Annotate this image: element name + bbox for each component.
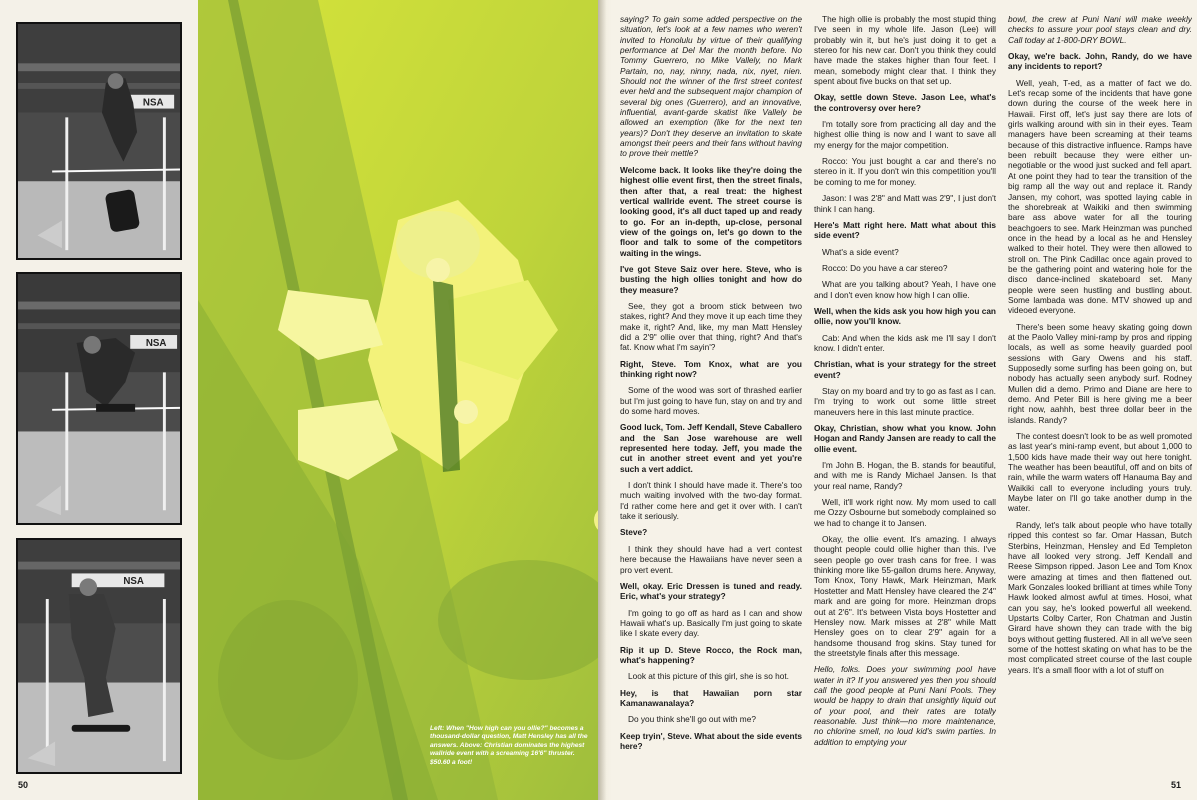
article-paragraph: Cab: And when the kids ask me I'll say I don't know. I didn't enter. xyxy=(814,332,996,353)
article-paragraph: What's a side event? xyxy=(822,246,899,257)
article-paragraph: The contest doesn't look to be as well promoted as last year's mini-ramp event, but about 1,000 to 1,500 kids have made their way out here tonight. The weather has been beautiful, off and on bits of rain, while the warm waters off Hanauma Bay and Waikiki call to everyone including yours truly. Maybe later on I'll go take another dump in the water. xyxy=(1008,431,1192,514)
article-paragraph: I'm totally sore from practicing all day and the highest ollie thing is now and I want to save all my energy for the major competition. xyxy=(814,119,996,150)
text-column-2 xyxy=(814,14,996,784)
nsa-banner-text: NSA xyxy=(142,97,164,109)
article-paragraph: Rocco: Do you have a car stereo? xyxy=(822,262,948,273)
interviewer-question: Here's Matt right here. Matt what about this side event? xyxy=(814,219,996,241)
article-paragraph: saying? To gain some added perspective on the situation, let's look at a few names who weren't invited to Honolulu by virtue of their qualifying performance at Del Mar the month before. No Tommy Guerrero, no Mike Vallely, no Mark Partain, no, nay, ninny, nada, nix, nyet, nien. Should not the winner of the first street contest ever held and the subsequent major champion of several big ones (Guerrero), and an innovative, influential, avant-garde skatist like Vallely be allowed an exemption (like for the next ten years)? Don't they deserve an invitation to skate amongst their peers and their fans without having to prove their mettle? xyxy=(620,14,802,159)
interviewer-question: Keep tryin', Steve. What about the side events here? xyxy=(620,730,802,751)
article-paragraph: Jason: I was 2'8" and Matt was 2'9", I just don't think I can hang. xyxy=(814,193,996,214)
interviewer-question: Rip it up D. Steve Rocco, the Rock man, what's happening? xyxy=(620,644,802,665)
article-paragraph: I'm John B. Hogan, the B. stands for beautiful, and with me is Randy Michael Jansen. Is that your real name, Randy? xyxy=(814,460,996,491)
interviewer-question: Well, okay. Eric Dressen is tuned and ready. Eric, what's your strategy? xyxy=(620,580,802,602)
text-column-1 xyxy=(620,14,802,784)
article-paragraph: Some of the wood was sort of thrashed earlier but I'm just going to have fun, stay on and try and do some hard moves. xyxy=(620,385,802,417)
article-paragraph: I'm going to go off as hard as I can and show Hawaii what's up. Basically I'm just going to skate like I skate every day. xyxy=(620,607,802,639)
interviewer-question: Okay, we're back. John, Randy, do we have any incidents to report? xyxy=(1008,51,1192,72)
article-paragraph: Well, yeah, T-ed, as a matter of fact we do. Let's recap some of the incidents that have gone down during the course of the week here in Hawaii. First off, let's just say there are lots of girls walking around with sin in their eyes. Team managers have been screaming at their teams because of this distractive influence. Ramps have been rebuilt because they were either un-negotiable or the wood just sucked and fell apart. At one point they had to tear the transition of the big ramp all the way out and replace it. Randy Jansen, my cohort, was spotted laying cable in the shorebreak at Waikiki and then swimming bare ass above water for all the touring beachgoers to see. Mark Heinzman was punched once in the head by a local as he and Hensley walked to their hotel. They were then allowed to stroll on. The Pink Cadillac once again proved to be the gathering point and watering hole for the disco dance-inclined skateboard set. Many people were seen hustling and bustling about. Some lambada was done. MTV showed up and videoed everyone. xyxy=(1008,77,1192,316)
interviewer-question: Good luck, Tom. Jeff Kendall, Steve Caballero and the San Jose warehouse are well represented here today. Jeff, you made the cut in another street event and yet you're such a vert addict. xyxy=(620,422,802,474)
nsa-banner-text: NSA xyxy=(145,337,167,349)
interviewer-question: Steve? xyxy=(620,527,648,538)
spine-gutter xyxy=(598,0,612,800)
interviewer-question: Well, when the kids ask you how high you can ollie, now you'll know. xyxy=(814,305,996,327)
photo-skater-ollie-middle xyxy=(16,272,182,525)
left-page xyxy=(0,0,200,800)
photo-skater-ollie-bottom xyxy=(16,538,182,774)
page-number-right: 51 xyxy=(1170,780,1181,790)
article-paragraph: What are you talking about? Yeah, I have one and I don't even know how high I can ollie. xyxy=(814,279,996,300)
right-page xyxy=(612,0,1197,800)
interviewer-question: Christian, what is your strategy for the street event? xyxy=(814,359,996,380)
article-paragraph: I don't think I should have made it. There's too much waiting involved with the two-day format. I'd rather come here and get it over with. I can't take it seriously. xyxy=(620,480,802,522)
nsa-banner-text: NSA xyxy=(123,576,144,588)
article-paragraph: Look at this picture of this girl, she is so hot. xyxy=(628,671,789,682)
interviewer-question: I've got Steve Saiz over here. Steve, who is busting the high ollies tonight and how do they measure? xyxy=(620,263,802,295)
article-paragraph: Well, it'll work right now. My mom used to call me Ozzy Osbourne but somebody complained so we had to change it to Jansen. xyxy=(814,497,996,528)
photo-wallride-hero xyxy=(198,0,600,800)
article-paragraph: Randy, let's talk about people who have totally ripped this contest so far. Omar Hassan, Butch Sterbins, Heinzman, Hensley and Ed Templeton have all looked very strong. Jeff Kendall and Reese Simpson ripped. Jason Lee and Tom Knox were amazing at times and then flattened out. Mark Gonzales looked brilliant at times while Tony Hawk looked almost awful at times. Hosoi, what can you say, he's looked powerful all weekend. Upstarts Colby Carter, Ron Chatman and Justin Girard have shown they can trade with the big boys without getting flustered. All in all we've seen some of the hottest skating on what has to be the most complicated street course of the last couple years. It's a small floor with a lot of stuff on xyxy=(1008,519,1192,675)
interviewer-question: Hey, is that Hawaiian porn star Kamanawanalaya? xyxy=(620,687,802,708)
interviewer-question: Okay, Christian, show what you know. John Hogan and Randy Jansen are ready to call the ollie event. xyxy=(814,423,996,454)
article-paragraph: The high ollie is probably the most stupid thing I've seen in my whole life. Jason (Lee) will probably win it, but he's just doing it to get a stereo for his new car. Don't you think they could have made the stakes higher than four feet. I mean, somebody might clear that. I think they spent about five bucks on that set up. xyxy=(814,14,996,87)
article-paragraph: Okay, the ollie event. It's amazing. I always thought people could ollie higher than this. I've seen people go over trash cans for free. I was thinking more like 55-gallon drums here. Anyway, Tom Knox, Tony Hawk, Mark Heinzman, Mark Hostetter and Matt Hensley have cleared the 2'4" mark and are going for more. Heinzman drops out at 2'6". It's between Vista boys Hostetter and Hensley now. Mark misses at 2'8" while Matt Hensley goes on to clear 2'9" again for a handsome thousand frog skins. Stay tuned for the streetstyle finals after this message. xyxy=(814,534,996,658)
interviewer-question: Okay, settle down Steve. Jason Lee, what's the controversy over here? xyxy=(814,92,996,113)
article-paragraph: bowl, the crew at Puni Nani will make weekly checks to assure your pool stays clean and dry. Call today at 1-800-DRY BOWL. xyxy=(1008,14,1192,45)
photo-caption: Left: When "How high can you ollie?" becomes a thousand-dollar question, Matt Hensley has all the answers. Above: Christian dominates the highest wallride event with a screaming 16'6" thruster. $50.60 a foot! xyxy=(430,725,588,766)
interviewer-question: Welcome back. It looks like they're doing the highest ollie event first, then the street finals, then after that, a real treat: the highest vertical wallride event. The street course is looking good, it's all duct taped up and ready to go. For an in-depth, up-close, personal view of the goings on, let's go down to the floor and talk to some of the competitors waiting in the wings. xyxy=(620,164,802,258)
page-number-left: 50 xyxy=(18,780,29,790)
interviewer-question: Right, Steve. Tom Knox, what are you thinking right now? xyxy=(620,358,802,379)
article-paragraph: Hello, folks. Does your swimming pool have water in it? If you answered yes then you should call the good people at Puni Nani Pools. They would be happy to drain that unsightly liquid out of your pool, and their rates are totally reasonable. Just think—no more maintenance, no chlorine smell, no loud kid's swim parties. In addition to emptying your xyxy=(814,664,996,747)
article-paragraph: Do you think she'll go out with me? xyxy=(628,714,756,725)
article-paragraph: Rocco: You just bought a car and there's no stereo in it. If you don't win this competition you'll be coming to me for money. xyxy=(814,156,996,187)
photo-skater-ollie-top xyxy=(16,22,182,260)
article-paragraph: There's been some heavy skating going down at the Paolo Valley mini-ramp by pros and ripping locals, as well as some heavily guarded pool sessions with Gary Owens and his staff. Supposedly some surfing has been going on, but nobody has actually seen anybody surf. Rodney Mullen did a demo. Primo and Diane are here to demo. And Peter Bill is here giving me a beer right now, aahhh, best three dollar beer in the islands. Randy? xyxy=(1008,321,1192,425)
article-paragraph: I think they should have had a vert contest here because the Hawaiians have never seen a pro vert event. xyxy=(620,543,802,575)
article-paragraph: Stay on my board and try to go as fast as I can. I'm trying to work out some little street maneuvers here in this last minute practice. xyxy=(814,385,996,417)
article-paragraph: See, they got a broom stick between two stakes, right? And they move it up each time they make it, right? And, like, my man Matt Hensley did a 2'9" ollie over that thing, right? And that's fat. Know what I'm sayin'? xyxy=(620,300,802,353)
text-column-3 xyxy=(1008,14,1192,784)
